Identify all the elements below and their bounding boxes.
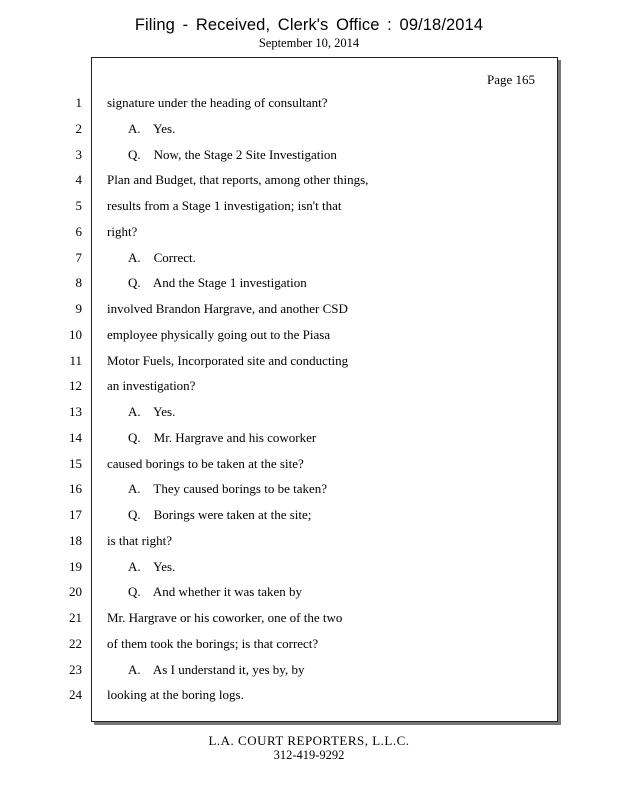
transcript-line: signature under the heading of consultant? [107, 95, 328, 110]
transcript-line: Q. Borings were taken at the site; [128, 507, 312, 522]
line-number: 10 [69, 326, 82, 342]
line-number: 18 [69, 532, 82, 548]
transcript-line: A. Yes. [128, 404, 176, 419]
transcript-line: Motor Fuels, Incorporated site and conducting [107, 352, 349, 368]
line-number: 20 [69, 584, 82, 600]
transcript-line: Plan and Budget, that reports, among other things, [107, 172, 369, 188]
transcript-line: is that right? [107, 532, 172, 548]
transcript-line: A. Correct. [128, 249, 196, 265]
line-number: 23 [69, 661, 82, 677]
transcript-line: involved Brandon Hargrave, and another CSD [107, 301, 348, 316]
line-number: 15 [69, 455, 82, 471]
transcript-line: Mr. Hargrave or his coworker, one of the two [107, 610, 343, 625]
line-number: 21 [69, 610, 82, 625]
transcript-line: employee physically going out to the Piasa [107, 326, 331, 342]
line-number: 24 [69, 687, 82, 703]
page-number: Page 165 [486, 72, 535, 87]
filing-stamp: Filing - Received, Clerk's Office : 09/18/2014 [134, 16, 484, 34]
transcript-line: A. They caused borings to be taken? [128, 481, 328, 497]
line-number: 11 [69, 352, 82, 368]
transcript-line: A. Yes. [128, 120, 176, 136]
transcript-line: an investigation? [107, 378, 196, 394]
line-number: 5 [75, 198, 82, 213]
line-number: 7 [75, 249, 82, 265]
line-number: 16 [69, 481, 82, 497]
line-number: 14 [69, 429, 82, 445]
transcript-line: A. Yes. [128, 558, 176, 574]
transcript-line: caused borings to be taken at the site? [107, 455, 304, 471]
line-number: 8 [75, 275, 82, 291]
line-number: 17 [69, 507, 82, 522]
transcript-line: results from a Stage 1 investigation; isn't that [107, 198, 342, 213]
transcript-line: right? [107, 223, 138, 239]
line-number: 6 [75, 223, 82, 239]
transcript-line: of them took the borings; is that correct? [107, 635, 319, 651]
transcript-line: A. As I understand it, yes by, by [128, 661, 305, 677]
footer-company: L.A. COURT REPORTERS, L.L.C. [208, 733, 410, 748]
deposition-date: September 10, 2014 [258, 36, 360, 50]
line-number: 9 [75, 301, 82, 316]
line-number: 3 [75, 146, 82, 162]
transcript-line: Q. And the Stage 1 investigation [128, 275, 307, 291]
line-number: 13 [69, 404, 82, 419]
line-number: 1 [75, 95, 82, 110]
line-number: 19 [69, 558, 82, 574]
footer-phone: 312-419-9292 [273, 748, 345, 762]
line-number: 22 [69, 635, 82, 651]
transcript-line: Q. And whether it was taken by [128, 584, 303, 600]
line-number: 12 [69, 378, 82, 394]
transcript-line: Q. Mr. Hargrave and his coworker [128, 429, 317, 445]
transcript-line: looking at the boring logs. [107, 687, 244, 703]
transcript-line: Q. Now, the Stage 2 Site Investigation [128, 146, 337, 162]
line-number: 2 [75, 120, 82, 136]
line-number: 4 [75, 172, 82, 188]
